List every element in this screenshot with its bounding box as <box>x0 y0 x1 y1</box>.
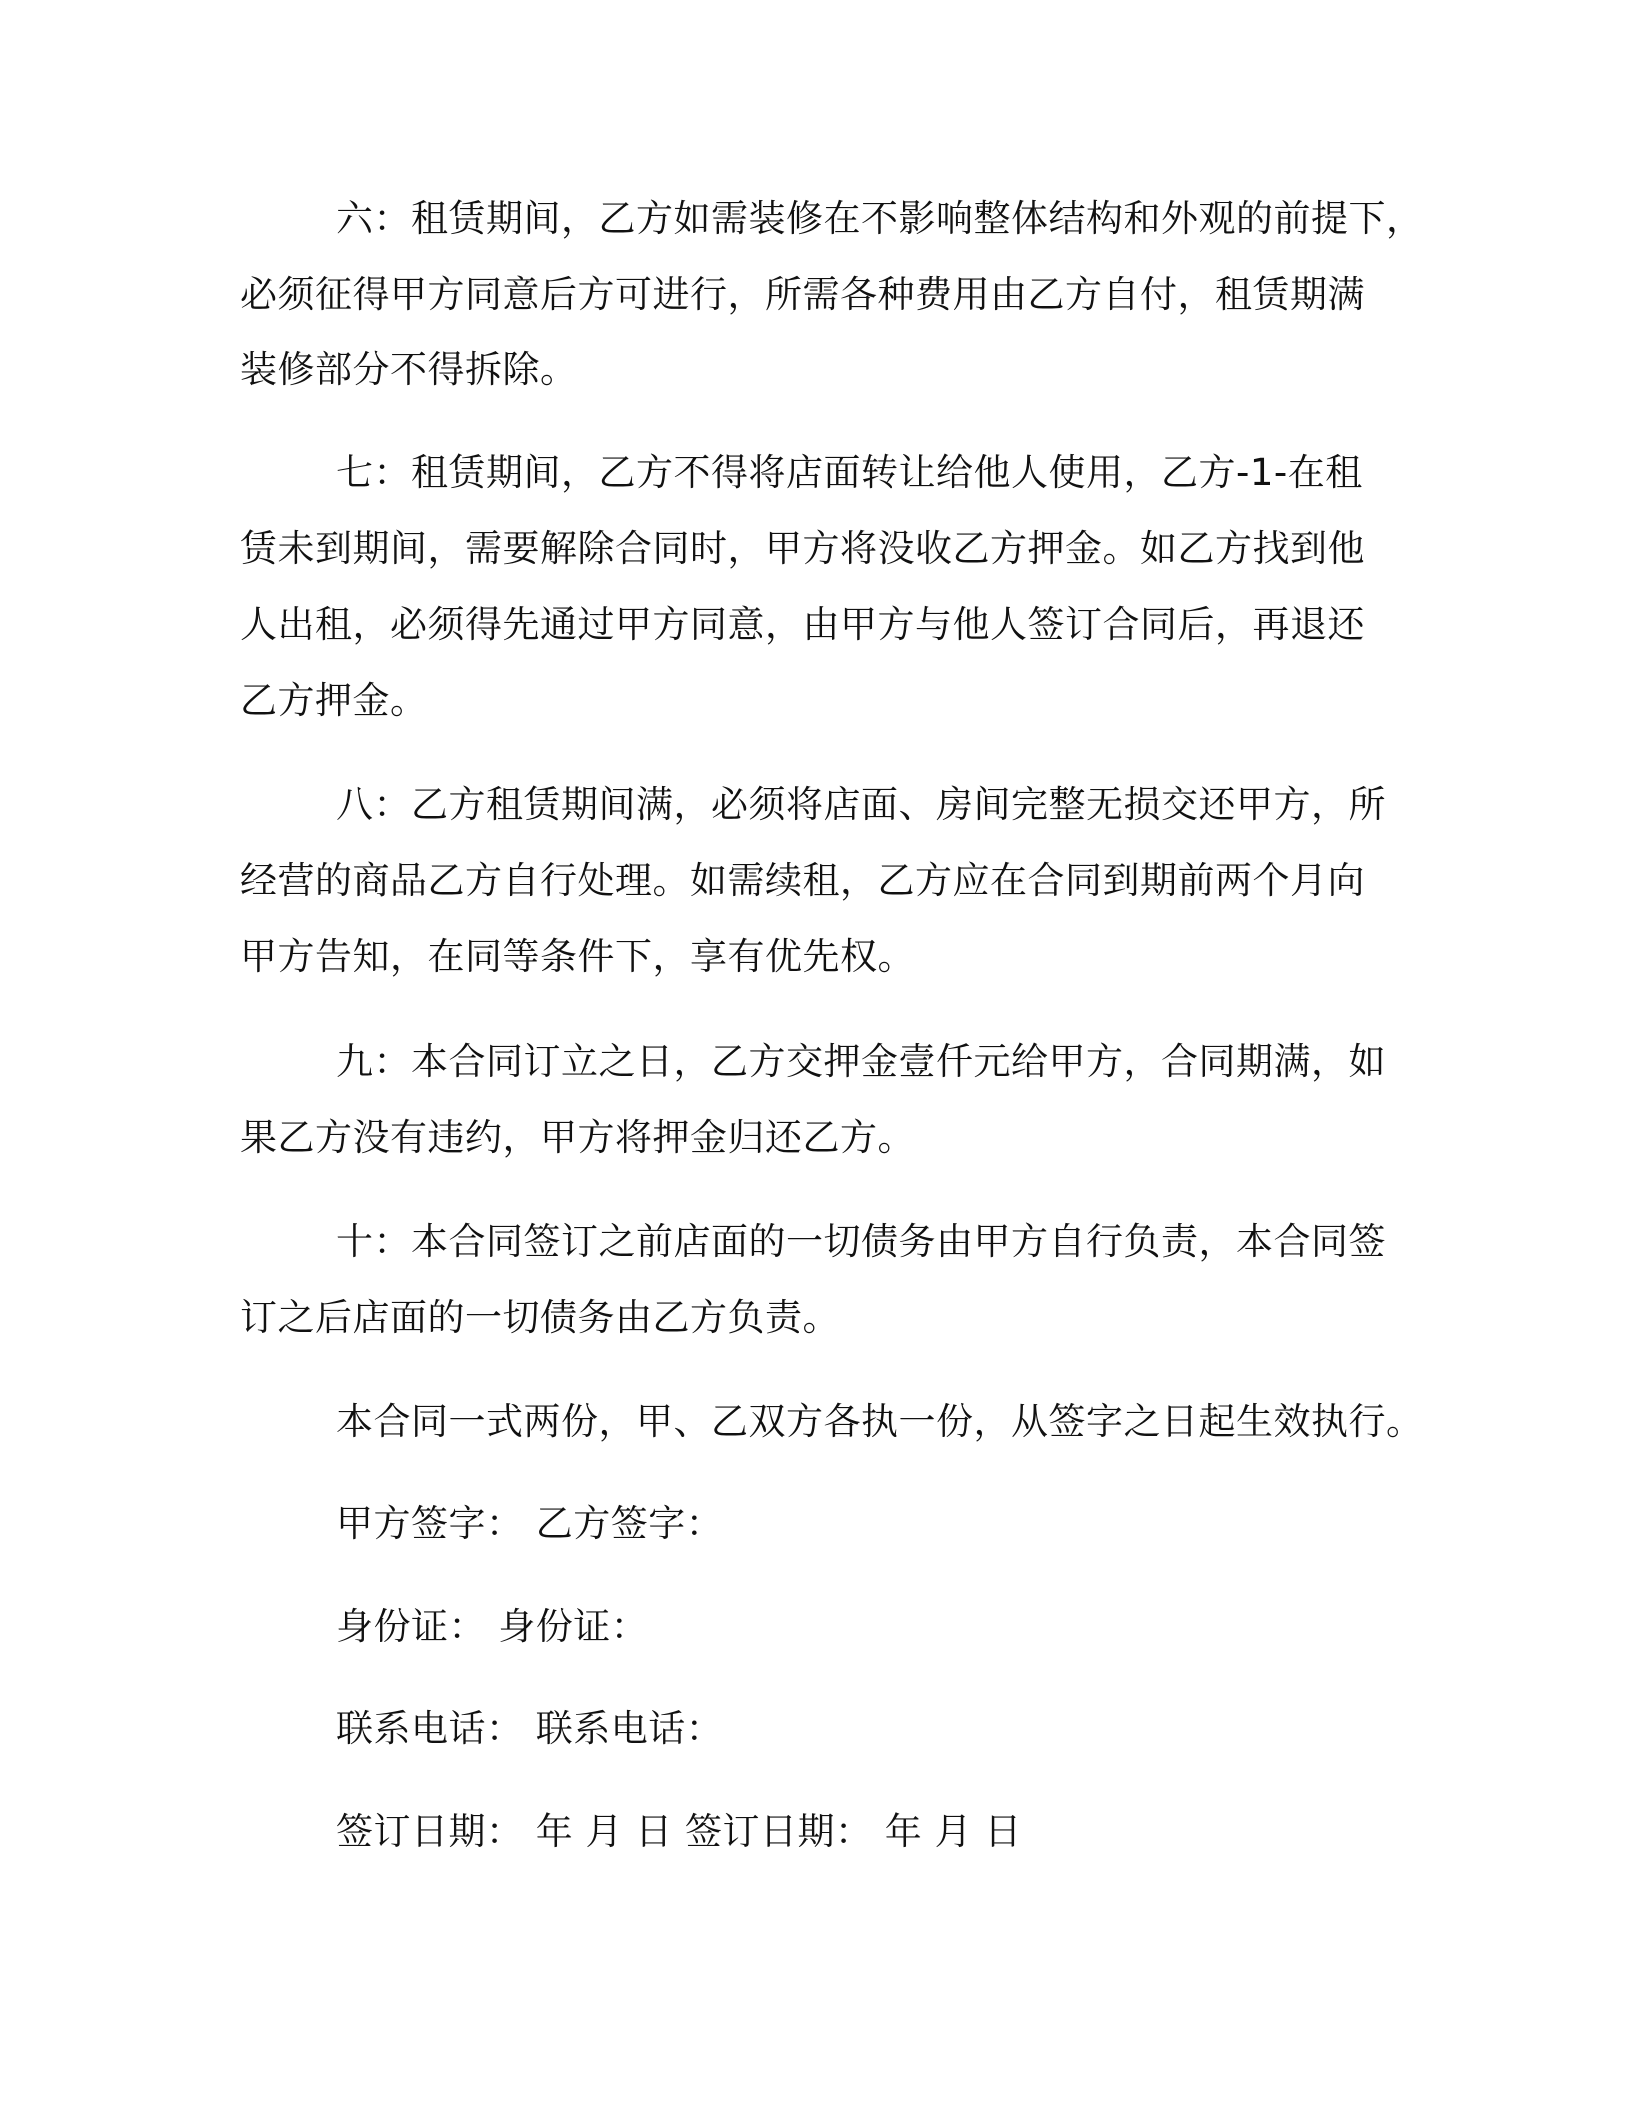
clause-seven-line-3: 人出租，必须得先通过甲方同意，由甲方与他人签订合同后，再退还 <box>240 603 1365 646</box>
signing-date-line: 签订日期： 年 月 日 签订日期： 年 月 日 <box>336 1810 1022 1853</box>
clause-nine-line-1: 九：本合同订立之日，乙方交押金壹仟元给甲方，合同期满，如 <box>336 1040 1386 1083</box>
clause-six-line-2: 必须征得甲方同意后方可进行，所需各种费用由乙方自付，租赁期满 <box>240 273 1365 316</box>
clause-nine-line-2: 果乙方没有违约，甲方将押金归还乙方。 <box>240 1116 915 1159</box>
id-card-line: 身份证： 身份证： <box>336 1605 649 1648</box>
clause-eight-line-2: 经营的商品乙方自行处理。如需续租，乙方应在合同到期前两个月向 <box>240 859 1365 902</box>
clause-ten-line-2: 订之后店面的一切债务由乙方负责。 <box>240 1296 840 1339</box>
clause-ten-line-1: 十：本合同签订之前店面的一切债务由甲方自行负责，本合同签 <box>336 1220 1386 1263</box>
clause-seven-line-2: 赁未到期间，需要解除合同时，甲方将没收乙方押金。如乙方找到他 <box>240 527 1365 570</box>
clause-seven-line-4: 乙方押金。 <box>240 679 428 722</box>
clause-six-line-3: 装修部分不得拆除。 <box>240 348 578 391</box>
signature-line: 甲方签字： 乙方签字： <box>336 1502 724 1545</box>
effect-statement: 本合同一式两份，甲、乙双方各执一份，从签字之日起生效执行。 <box>336 1400 1424 1443</box>
phone-line: 联系电话： 联系电话： <box>336 1707 724 1750</box>
clause-six-line-1: 六：租赁期间，乙方如需装修在不影响整体结构和外观的前提下， <box>336 197 1424 240</box>
clause-eight-line-1: 八：乙方租赁期间满，必须将店面、房间完整无损交还甲方，所 <box>336 783 1386 826</box>
clause-eight-line-3: 甲方告知，在同等条件下，享有优先权。 <box>240 935 915 978</box>
clause-seven-line-1: 七：租赁期间，乙方不得将店面转让给他人使用，乙方-1-在租 <box>336 451 1363 494</box>
